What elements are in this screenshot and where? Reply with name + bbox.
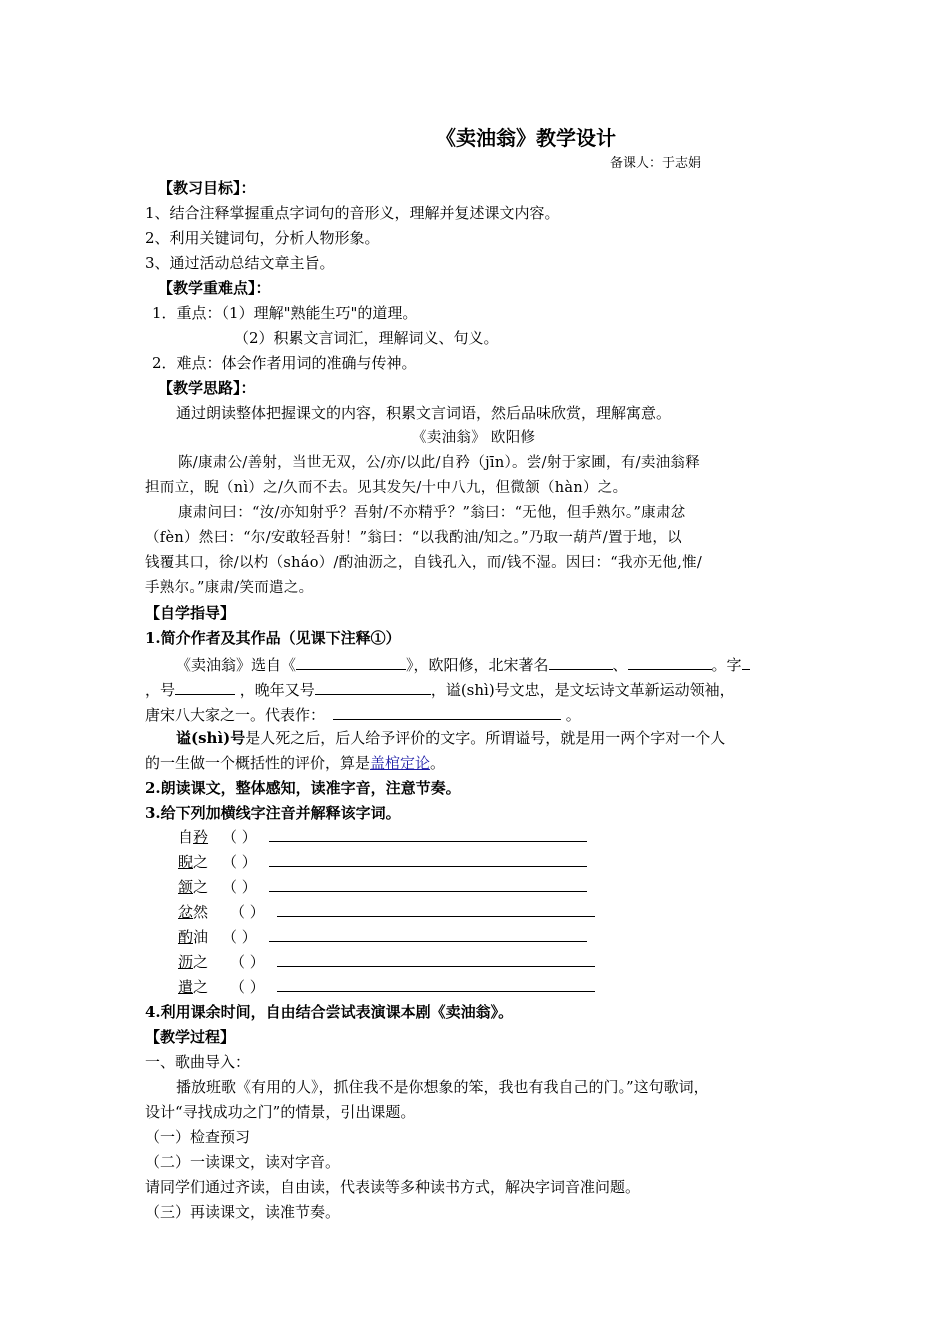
answer-line[interactable] [269,877,587,892]
answer-line[interactable] [277,952,595,967]
note-line-1: 谥(shì)号是人死之后，后人给予评价的文字。所谓谥号，就是用一两个字对一个人 [176,729,726,747]
document-title: 《卖油翁》教学设计 [436,126,616,150]
process-step: （二）一读课文，读对字音。 [145,1153,341,1171]
selfstudy-heading: 【自学指导】 [145,604,236,622]
goals-heading: 【教习目标】： [158,179,256,197]
process-text: 请同学们通过齐读，自由读，代表读等多种读书方式，解决字词音准问题。 [145,1178,641,1196]
blank-title-1[interactable] [549,653,613,670]
fill-line-1: 《卖油翁》选自《 》，欧阳修，北宋著名 、 。字 [176,653,750,675]
passage-line: 康肃问曰：“汝/亦知射乎？吾射/不亦精乎？”翁曰：“无他，但手熟尔。”康肃忿 [178,505,686,521]
key-point-1: 1．重点：（1）理解"熟能生巧"的道理。 [152,304,418,322]
answer-line[interactable] [277,977,595,992]
passage-line: （fèn）然曰：“尔/安敢轻吾射！”翁曰：“以我酌油/知之。”乃取一葫芦/置于地，以 [145,530,682,546]
goal-item: 2、利用关键词句，分析人物形象。 [145,229,380,247]
approach-text: 通过朗读整体把握课文的内容，积累文言词语，然后品味欣赏，理解寓意。 [176,404,672,422]
question-3: 3.给下列加横线字注音并解释该字词。 [145,804,401,822]
answer-line[interactable] [277,902,595,917]
passage-line: 陈/康肃公/善射，当世无双，公/亦/以此/自矜（jīn）。尝/射于家圃，有/卖油翁释 [178,455,701,471]
author-line: 备课人：于志娟 [610,156,702,171]
blank-source-book[interactable] [296,653,406,670]
word-row: 自矜 （ ） [178,827,587,847]
word-row: 睨之 （ ） [178,852,587,872]
word-row: 颔之 （ ） [178,877,587,897]
process-step: （一）检查预习 [145,1128,251,1146]
blank-courtesy-name[interactable] [742,653,750,670]
blank-pseudonym[interactable] [175,678,235,695]
process-text: 播放班歌《有用的人》，抓住我不是你想象的笨，我也有我自己的门。”这句歌词， [176,1078,709,1096]
note-line-2: 的一生做一个概括性的评价，算是盖棺定论。 [145,754,446,772]
passage-line: 手熟尔。”康肃/笑而遣之。 [145,580,314,596]
answer-line[interactable] [269,852,587,867]
difficulty-point: 2．难点：体会作者用词的准确与传神。 [152,354,417,372]
answer-line[interactable] [269,827,587,842]
question-4: 4.利用课余时间，自由结合尝试表演课本剧《卖油翁》。 [145,1003,514,1021]
passage-line: 担而立，睨（nì）之/久而不去。见其发矢/十中八九，但微颔（hàn）之。 [145,480,628,496]
goal-item: 3、通过活动总结文章主旨。 [145,254,335,272]
fill-line-2: ，号 ，晚年又号 ，谥(shì)号文忠，是文坛诗文革新运动领袖， [145,678,735,700]
blank-title-2[interactable] [628,653,712,670]
blank-representative-works[interactable] [333,703,561,720]
goal-item: 1、结合注释掌握重点字词句的音形义，理解并复述课文内容。 [145,204,560,222]
blank-late-pseudonym[interactable] [315,678,431,695]
word-row: 沥之 （ ） [178,952,595,972]
word-row: 忿然 （ ） [178,902,595,922]
word-row: 遣之 （ ） [178,977,595,997]
process-heading: 【教学过程】 [145,1028,236,1046]
question-2: 2.朗读课文，整体感知，读准字音，注意节奏。 [145,779,461,797]
gaiguandinglun-link[interactable]: 盖棺定论 [370,754,431,772]
word-row: 酌油 （ ） [178,927,587,947]
passage-line: 钱覆其口，徐/以杓（sháo）/酌油沥之，自钱孔入，而/钱不湿。因曰：“我亦无他,惟/ [145,555,703,571]
fill-line-3: 唐宋八大家之一。代表作： 。 [145,703,581,725]
keypoints-heading: 【教学重难点】： [158,279,271,297]
process-step: （三）再读课文，读准节奏。 [145,1203,341,1221]
passage-title: 《卖油翁》 欧阳修 [412,430,536,446]
question-1: 1.简介作者及其作品（见课下注释①） [145,629,401,647]
key-point-2: （2）积累文言词汇，理解词义、句义。 [234,329,499,347]
approach-heading: 【教学思路】： [158,379,256,397]
process-text: 设计“寻找成功之门”的情景，引出课题。 [145,1103,416,1121]
process-step: 一、歌曲导入： [145,1053,251,1071]
answer-line[interactable] [269,927,587,942]
